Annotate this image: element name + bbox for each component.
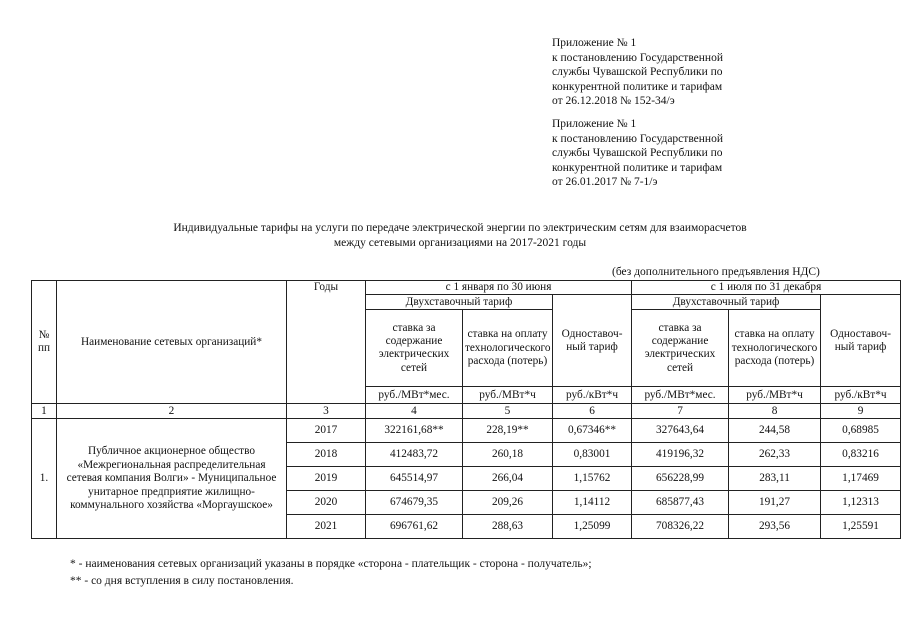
column-number: 3 [287,404,366,419]
unit-loss-2: руб./МВт*ч [729,387,821,404]
vat-note: (без дополнительного предъявления НДС) [612,266,820,278]
h2-single-cell: 1,17469 [821,467,901,491]
header-maintenance-rate-2: ставка за содержание электрических сетей [632,310,729,387]
h2-single-cell: 0,83216 [821,443,901,467]
h1-loss-cell: 228,19** [463,419,553,443]
annex-line: Приложение № 1 [552,118,637,130]
h1-single-cell: 0,67346** [553,419,632,443]
h1-single-cell: 1,25099 [553,515,632,539]
header-years: Годы [287,281,366,404]
annex-line: к постановлению Государственной [552,51,723,64]
annex-line: Приложение № 1 [552,37,637,49]
column-number: 9 [821,404,901,419]
annex-block-1 [552,36,723,109]
header-two-rate-2: Двухставочный тариф [632,295,821,310]
annex-block-2 [552,117,723,190]
h2-loss-cell: 283,11 [729,467,821,491]
annex-line: к постановлению Государственной [552,132,723,145]
h2-maintenance-cell: 419196,32 [632,443,729,467]
column-number: 8 [729,404,821,419]
h1-single-cell: 1,14112 [553,491,632,515]
h1-maintenance-cell: 645514,97 [366,467,463,491]
header-loss-rate-1: ставка на оплату технологического расхода (потерь) [463,310,553,387]
h2-maintenance-cell: 685877,43 [632,491,729,515]
h2-loss-cell: 191,27 [729,491,821,515]
h1-maintenance-cell: 696761,62 [366,515,463,539]
unit-maintenance-1: руб./МВт*мес. [366,387,463,404]
year-cell: 2018 [287,443,366,467]
document-title [100,221,820,250]
h2-single-cell: 1,25591 [821,515,901,539]
unit-maintenance-2: руб./МВт*мес. [632,387,729,404]
h1-single-cell: 1,15762 [553,467,632,491]
column-number: 5 [463,404,553,419]
h1-loss-cell: 288,63 [463,515,553,539]
column-number: 7 [632,404,729,419]
header-organization: Наименование сетевых организаций* [57,281,287,404]
unit-single-2: руб./кВт*ч [821,387,901,404]
header-period-1: с 1 января по 30 июня [366,281,632,295]
h2-maintenance-cell: 327643,64 [632,419,729,443]
header-maintenance-rate-1: ставка за содержание электрических сетей [366,310,463,387]
title-line-2: между сетевыми организациями на 2017-2021 годы [333,236,587,249]
footnote-2: ** - со дня вступления в силу постановления. [70,575,294,587]
header-two-rate-1: Двухставочный тариф [366,295,553,310]
row-number: 1. [32,419,57,539]
year-cell: 2017 [287,419,366,443]
h1-loss-cell: 260,18 [463,443,553,467]
unit-single-1: руб./кВт*ч [553,387,632,404]
title-line-1: Индивидуальные тарифы на услуги по передаче электрической энергии по электрическим сетям для взаиморасчетов [173,222,747,234]
unit-loss-1: руб./МВт*ч [463,387,553,404]
year-cell: 2020 [287,491,366,515]
annex-line: от 26.01.2017 № 7-1/э [552,176,658,189]
h2-maintenance-cell: 708326,22 [632,515,729,539]
column-number: 2 [57,404,287,419]
table-row [32,419,901,443]
year-cell: 2021 [287,515,366,539]
annex-line: конкурентной политике и тарифам [552,161,723,174]
organization-name: Публичное акционерное общество «Межрегиональная распределительная сетевая компания Волги» - Муниципальное унитарное предприятие жилищно-коммунального хозяйства «Моргаушское» [57,419,287,539]
header-number: № пп [32,281,57,404]
tariff-table [31,280,901,539]
h2-loss-cell: 262,33 [729,443,821,467]
header-loss-rate-2: ставка на оплату технологического расхода (потерь) [729,310,821,387]
column-number: 1 [32,404,57,419]
annex-line: службы Чувашской Республики по [552,66,723,79]
annex-line: конкурентной политике и тарифам [552,80,723,93]
annex-line: от 26.12.2018 № 152-34/э [552,95,675,108]
footnotes [70,556,592,590]
h2-single-cell: 1,12313 [821,491,901,515]
year-cell: 2019 [287,467,366,491]
h2-maintenance-cell: 656228,99 [632,467,729,491]
h1-maintenance-cell: 674679,35 [366,491,463,515]
h2-single-cell: 0,68985 [821,419,901,443]
h2-loss-cell: 293,56 [729,515,821,539]
h2-loss-cell: 244,58 [729,419,821,443]
h1-loss-cell: 266,04 [463,467,553,491]
annex-line: службы Чувашской Республики по [552,147,723,160]
footnote-1: * - наименования сетевых организаций указаны в порядке «сторона - плательщик - сторона - получатель»; [70,558,592,570]
column-number: 6 [553,404,632,419]
h1-maintenance-cell: 412483,72 [366,443,463,467]
h1-maintenance-cell: 322161,68** [366,419,463,443]
h1-single-cell: 0,83001 [553,443,632,467]
header-single-rate-1: Одноставоч-ный тариф [553,295,632,387]
h1-loss-cell: 209,26 [463,491,553,515]
header-period-2: с 1 июля по 31 декабря [632,281,901,295]
column-number: 4 [366,404,463,419]
header-single-rate-2: Одноставоч-ный тариф [821,295,901,387]
